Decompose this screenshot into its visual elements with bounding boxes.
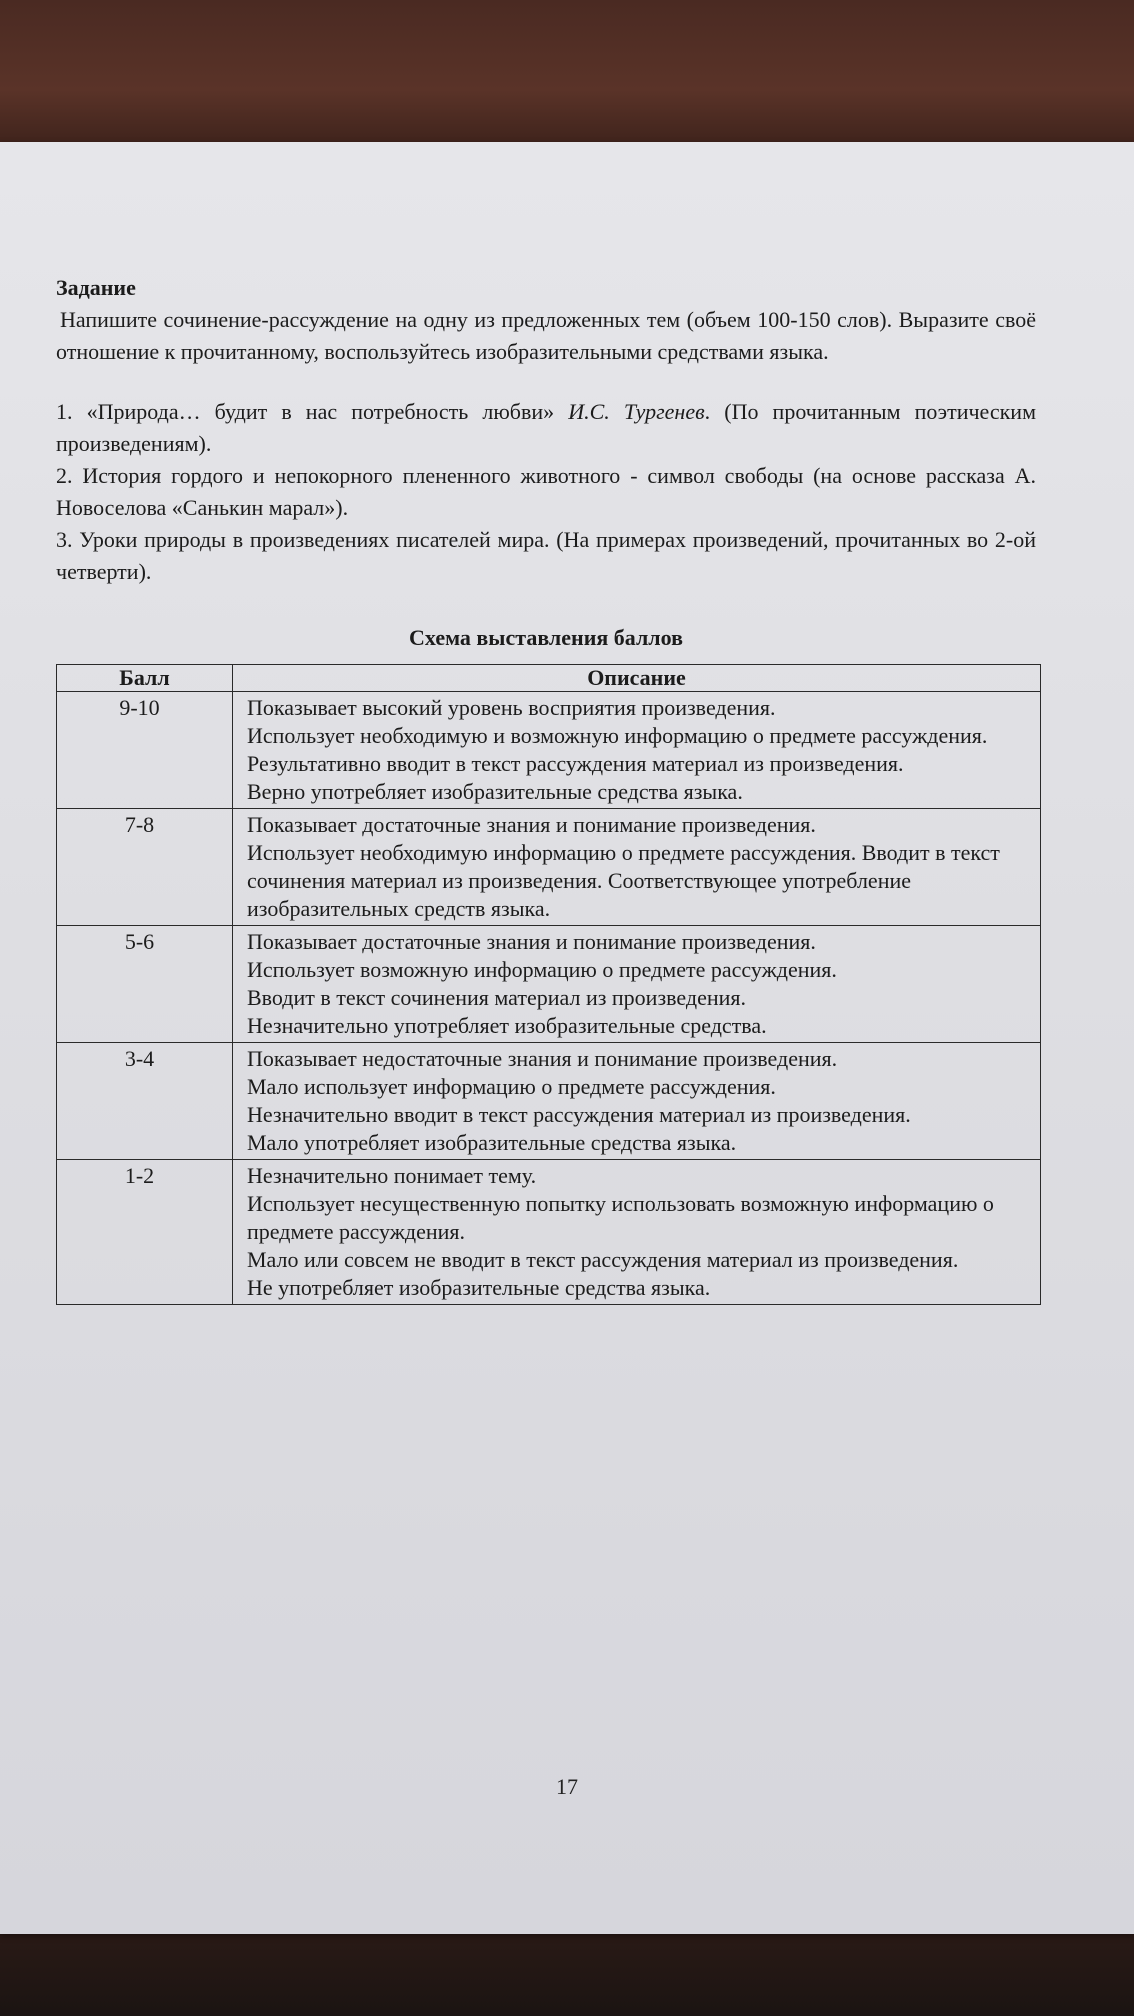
table-row	[57, 809, 1041, 926]
description-line: Незначительно вводит в текст рассуждения материал из произведения.	[247, 1102, 911, 1127]
topic-item: 3. Уроки природы в произведениях писателей мира. (На примерах произведений, прочитанных во 2-ой четверти).	[56, 527, 1036, 584]
description-cell	[233, 692, 1041, 809]
topic-item: 2. История гордого и непокорного плененного животного - символ свободы (на основе рассказа А. Новоселова «Санькин марал»).	[56, 463, 1036, 520]
topic-text-continued: . (По прочитанным поэтическим произведениям).	[56, 399, 1036, 456]
score-cell: 3-4	[57, 1043, 233, 1160]
task-heading: Задание	[56, 275, 136, 300]
description-line: Не употребляет изобразительные средства языка.	[247, 1275, 711, 1300]
description-line: Мало использует информацию о предмете рассуждения.	[247, 1074, 776, 1099]
description-line: Мало употребляет изобразительные средства языка.	[247, 1130, 737, 1155]
column-header-ball: Балл	[57, 665, 233, 692]
score-cell: 1-2	[57, 1160, 233, 1305]
scheme-title: Схема выставления баллов	[408, 625, 683, 650]
table-header-row	[57, 665, 1041, 692]
table-row	[57, 1160, 1041, 1305]
description-line: Верно употребляет изобразительные средства языка.	[247, 779, 743, 804]
topic-author: И.С. Тургенев	[568, 399, 705, 424]
description-line: Показывает достаточные знания и понимание произведения.	[247, 929, 816, 954]
description-line: Использует необходимую информацию о предмете рассуждения. Вводит в текст сочинения материал из произведения. Соответствующее употребление изобразительных средств языка.	[247, 840, 1000, 921]
description-cell	[233, 926, 1041, 1043]
description-line: Показывает высокий уровень восприятия произведения.	[247, 695, 776, 720]
description-line: Мало или совсем не вводит в текст рассуждения материал из произведения.	[247, 1247, 959, 1272]
topic-text: 1. «Природа… будит в нас потребность любви»	[56, 399, 569, 424]
desk-background-top	[0, 0, 1134, 150]
description-line: Показывает достаточные знания и понимание произведения.	[247, 812, 816, 837]
document-content	[56, 272, 1036, 1305]
description-line: Показывает недостаточные знания и понимание произведения.	[247, 1046, 838, 1071]
desk-background-bottom	[0, 1930, 1134, 2016]
page-number: 17	[556, 1774, 578, 1799]
score-cell: 7-8	[57, 809, 233, 926]
description-line: Использует несущественную попытку использовать возможную информацию о предмете рассуждения.	[247, 1191, 994, 1244]
score-table	[56, 664, 1041, 1305]
score-cell: 9-10	[57, 692, 233, 809]
description-line: Незначительно понимает тему.	[247, 1163, 537, 1188]
table-row	[57, 692, 1041, 809]
score-cell: 5-6	[57, 926, 233, 1043]
paper-sheet	[0, 142, 1134, 1934]
task-text: Напишите сочинение-рассуждение на одну из предложенных тем (объем 100-150 слов). Выразите своё отношение к прочитанному, воспользуйтесь изобразительными средствами языка.	[56, 307, 1036, 364]
column-header-description: Описание	[233, 665, 1041, 692]
description-line: Вводит в текст сочинения материал из произведения.	[247, 985, 746, 1010]
description-line: Результативно вводит в текст рассуждения материал из произведения.	[247, 751, 904, 776]
description-line: Использует необходимую и возможную информацию о предмете рассуждения.	[247, 723, 988, 748]
description-cell	[233, 1043, 1041, 1160]
table-row	[57, 1043, 1041, 1160]
topic-item	[56, 396, 1036, 460]
description-cell	[233, 809, 1041, 926]
topic-list	[56, 396, 1036, 588]
description-cell	[233, 1160, 1041, 1305]
description-line: Использует возможную информацию о предмете рассуждения.	[247, 957, 837, 982]
description-line: Незначительно употребляет изобразительные средства.	[247, 1013, 767, 1038]
table-row	[57, 926, 1041, 1043]
